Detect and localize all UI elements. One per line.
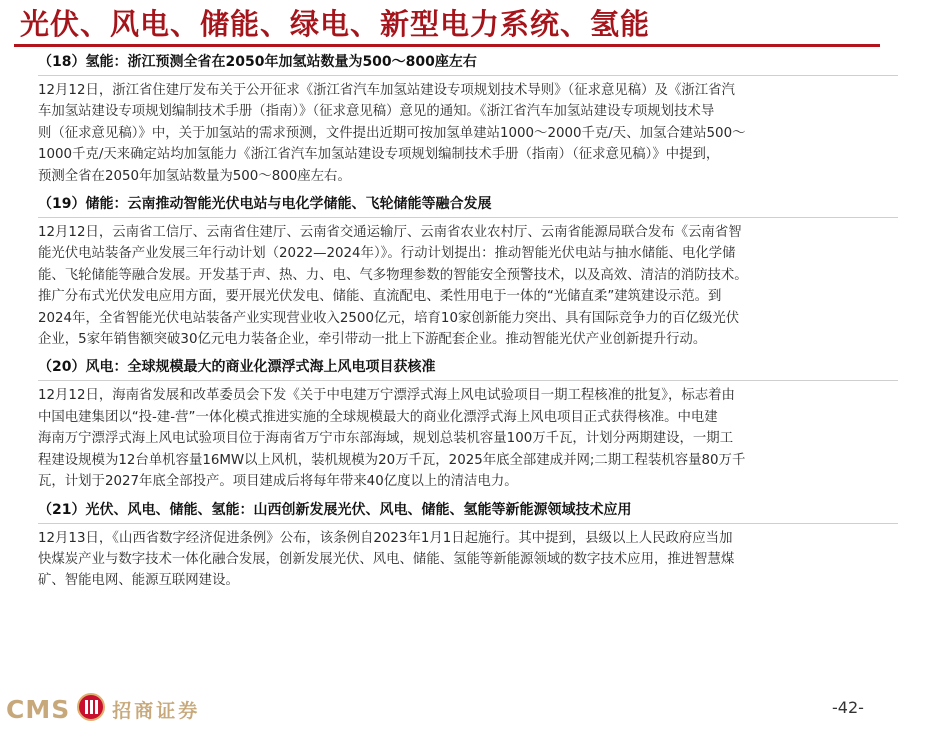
news-section-19 xyxy=(38,191,898,350)
cms-emblem-icon xyxy=(76,692,106,726)
body-line: 12月12日，云南省工信厅、云南省住建厅、云南省交通运输厅、云南省农业农村厅、云南省能源局联合发布《云南省智 xyxy=(38,225,742,241)
logo-company-name: 招商证券 xyxy=(112,699,201,722)
section-body xyxy=(38,528,898,592)
title-divider xyxy=(14,44,880,47)
body-line: 能光伏电站装备产业发展三年行动计划（2022—2024年）》。行动计划提出：推动智能光伏电站与抽水储能、电化学储 xyxy=(38,246,736,262)
body-line: 海南万宁漂浮式海上风电试验项目位于海南省万宁市东部海域，规划总装机容量100万千瓦，计划分两期建设，一期工 xyxy=(38,431,734,447)
section-body xyxy=(38,385,898,492)
news-section-21 xyxy=(38,497,898,592)
news-content xyxy=(38,49,898,596)
body-line: 快煤炭产业与数字技术一体化融合发展，创新发展光伏、风电、储能、氢能等新能源领域的数字技术应用，推进智慧煤 xyxy=(38,551,735,567)
section-heading: （18）氢能：浙江预测全省在2050年加氢站数量为500～800座左右 xyxy=(38,49,898,76)
body-line: 企业，5家年销售额突破30亿元电力装备企业，牵引带动一批上下游配套企业。推动智能光伏产业创新提升行动。 xyxy=(38,332,707,348)
body-line: 2024年，全省智能光伏电站装备产业实现营业收入2500亿元，培育10家创新能力突出、具有国际竞争力的百亿级光伏 xyxy=(38,310,740,326)
news-section-20 xyxy=(38,354,898,492)
body-line: 矿、智能电网、能源互联网建设。 xyxy=(38,573,239,589)
body-line: 12月12日，浙江省住建厅发布关于公开征求《浙江省汽车加氢站建设专项规划技术导则》（征求意见稿）及《浙江省汽 xyxy=(38,83,735,98)
body-line: 车加氢站建设专项规划编制技术手册（指南）》（征求意见稿）意见的通知。《浙江省汽车加氢站建设专项规划技术导 xyxy=(38,104,715,120)
body-line: 瓦，计划于2027年底全部投产。项目建成后将每年带来40亿度以上的清洁电力。 xyxy=(38,474,518,490)
page-title: 光伏、风电、储能、绿电、新型电力系统、氢能 xyxy=(20,7,651,41)
section-heading: （20）风电：全球规模最大的商业化漂浮式海上风电项目获核准 xyxy=(38,354,898,381)
body-line: 程建设规模为12台单机容量16MW以上风机，装机规模为20万千瓦，2025年底全部建成并网;二期工程装机容量80万千 xyxy=(38,452,746,468)
page-number: -42- xyxy=(832,698,864,717)
body-line: 预测全省在2050年加氢站数量为500～800座左右。 xyxy=(38,168,351,184)
section-heading: （19）储能：云南推动智能光伏电站与电化学储能、飞轮储能等融合发展 xyxy=(38,191,898,218)
body-line: 则（征求意见稿）》中，关于加氢站的需求预测，文件提出近期可按加氢单建站1000～2000千克/天、加氢合建站500～ xyxy=(38,125,746,141)
body-line: 中国电建集团以“投-建-营”一体化模式推进实施的全球规模最大的商业化漂浮式海上风电项目正式获得核准。中电建 xyxy=(38,409,718,425)
logo-latin-text: CMS xyxy=(6,694,71,724)
body-line: 12月12日，海南省发展和改革委员会下发《关于中电建万宁漂浮式海上风电试验项目一期工程核准的批复》，标志着由 xyxy=(38,388,735,404)
body-line: 推广分布式光伏发电应用方面，要开展光伏发电、储能、直流配电、柔性用电于一体的“光储直柔”建筑建设示范。到 xyxy=(38,289,722,305)
body-line: 12月13日，《山西省数字经济促进条例》公布，该条例自2023年1月1日起施行。其中提到，县级以上人民政府应当加 xyxy=(38,530,733,546)
section-body xyxy=(38,80,898,187)
body-line: 能、飞轮储能等融合发展。开发基于声、热、力、电、气多物理参数的智能安全预警技术，以及高效、清洁的消防技术。 xyxy=(38,267,748,283)
news-section-18 xyxy=(38,49,898,187)
section-heading: （21）光伏、风电、储能、氢能：山西创新发展光伏、风电、储能、氢能等新能源领域技术应用 xyxy=(38,497,898,524)
section-body xyxy=(38,222,898,350)
cms-logo xyxy=(6,692,200,726)
body-line: 1000千克/天来确定站均加氢能力《浙江省汽车加氢站建设专项规划编制技术手册（指南）（征求意见稿）》中提到， xyxy=(38,147,720,163)
